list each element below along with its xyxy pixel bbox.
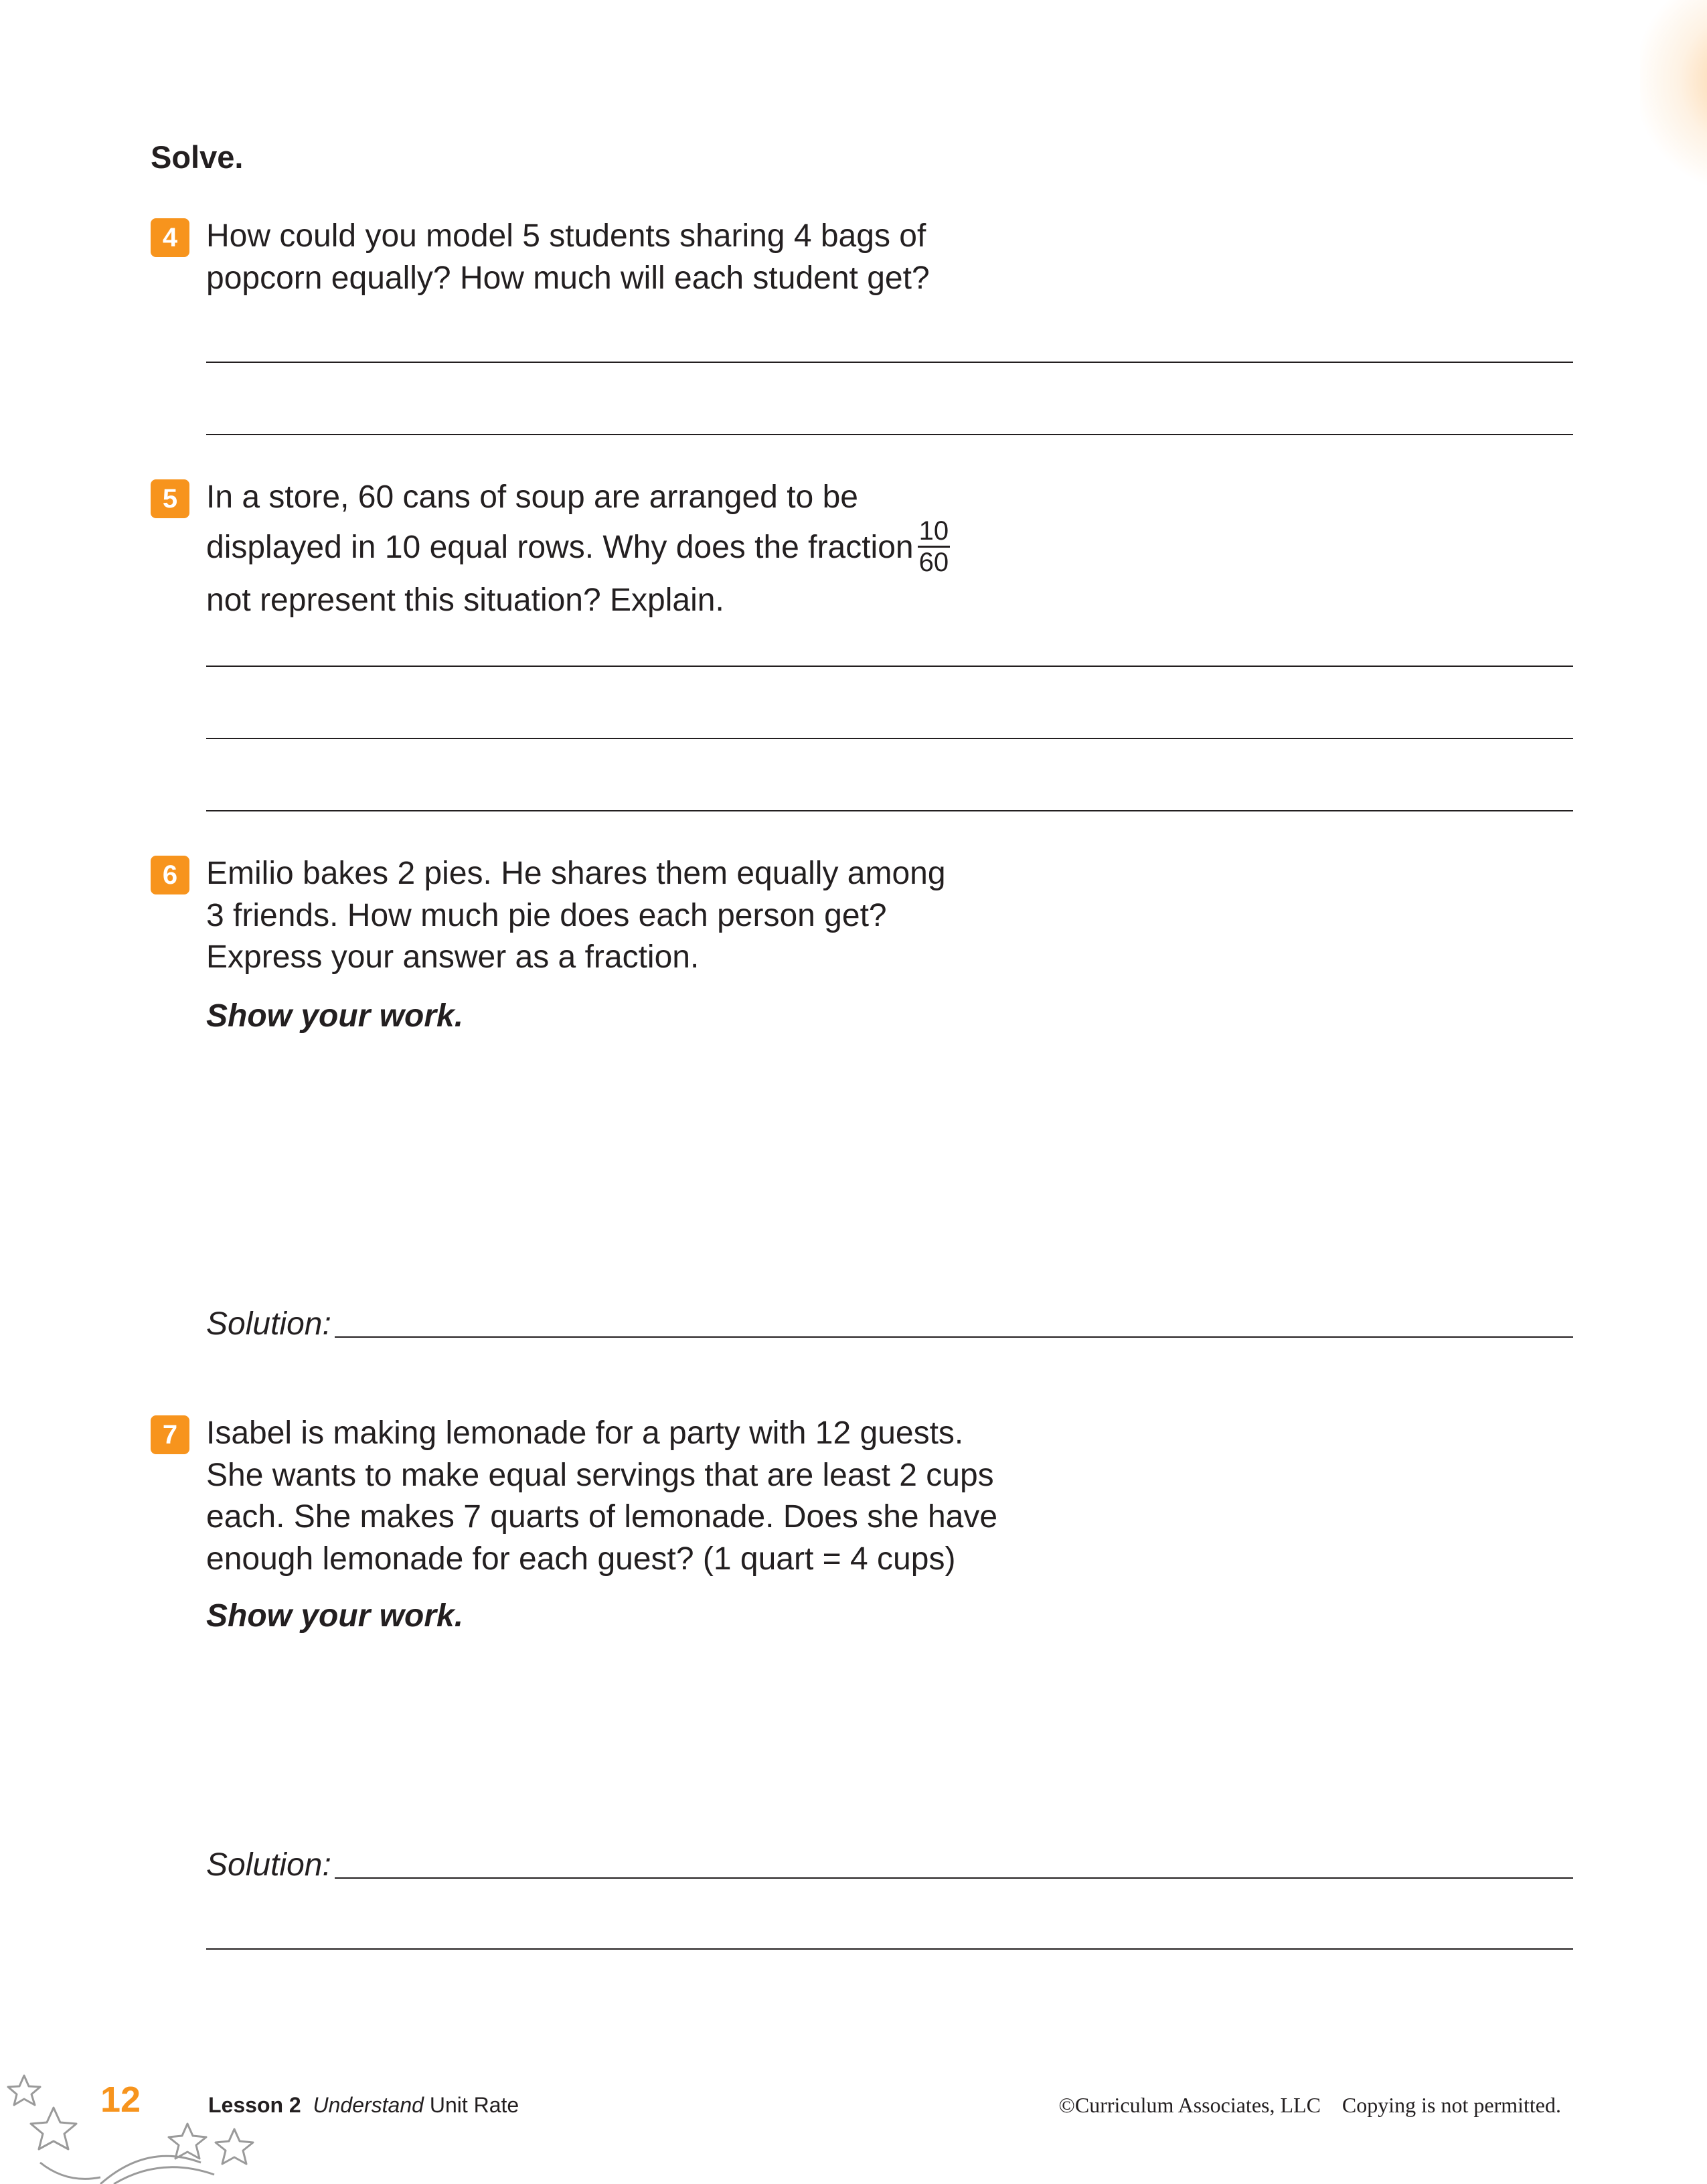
question-line: 3 friends. How much pie does each person get? xyxy=(206,897,887,933)
solution-label: Solution: xyxy=(206,1847,331,1883)
copyright-text: ©Curriculum Associates, LLC xyxy=(1058,2093,1321,2117)
answer-line[interactable] xyxy=(206,434,1573,435)
lesson-topic: Unit Rate xyxy=(429,2093,519,2117)
answer-line[interactable] xyxy=(206,810,1573,811)
question-line: Emilio bakes 2 pies. He shares them equally among xyxy=(206,856,946,891)
solution-line[interactable] xyxy=(335,1877,1573,1879)
question-number-badge: 4 xyxy=(151,218,189,257)
answer-line[interactable] xyxy=(206,362,1573,363)
answer-line[interactable] xyxy=(206,1948,1573,1950)
question-line: She wants to make equal servings that are least 2 cups xyxy=(206,1457,994,1493)
question-line: How could you model 5 students sharing 4 bags of xyxy=(206,218,926,254)
question-6-text xyxy=(206,853,946,979)
question-5-text xyxy=(206,477,950,621)
copyright-notice xyxy=(1059,2092,1561,2118)
fraction xyxy=(918,516,951,577)
question-line: displayed in 10 equal rows. Why does the fraction xyxy=(206,529,914,565)
question-line: Isabel is making lemonade for a party with 12 guests. xyxy=(206,1415,964,1451)
answer-line[interactable] xyxy=(206,666,1573,667)
fraction-numerator: 10 xyxy=(918,516,951,548)
question-7-text xyxy=(206,1413,997,1580)
question-number-badge: 6 xyxy=(151,856,189,894)
page-edge-glow xyxy=(1640,0,1707,187)
question-4-text xyxy=(206,216,930,299)
lesson-topic-italic: Understand xyxy=(313,2093,424,2117)
copy-notice-text: Copying is not permitted. xyxy=(1342,2093,1561,2117)
show-your-work-label: Show your work. xyxy=(206,1598,464,1634)
answer-line[interactable] xyxy=(206,738,1573,739)
section-heading: Solve. xyxy=(151,139,244,175)
question-line: popcorn equally? How much will each student get? xyxy=(206,260,930,296)
page-number: 12 xyxy=(100,2080,141,2120)
lesson-label: Lesson 2 xyxy=(208,2093,301,2117)
fraction-denominator: 60 xyxy=(918,547,949,577)
question-line: Express your answer as a fraction. xyxy=(206,939,700,975)
lesson-title xyxy=(208,2092,519,2118)
question-line: enough lemonade for each guest? (1 quart = 4 cups) xyxy=(206,1541,956,1577)
show-your-work-label: Show your work. xyxy=(206,998,464,1034)
question-number-badge: 5 xyxy=(151,479,189,518)
question-number-badge: 7 xyxy=(151,1415,189,1454)
question-line: each. She makes 7 quarts of lemonade. Does she have xyxy=(206,1499,998,1535)
solution-line[interactable] xyxy=(335,1336,1573,1338)
question-line: not represent this situation? Explain. xyxy=(206,582,724,618)
question-line: In a store, 60 cans of soup are arranged to be xyxy=(206,479,858,515)
solution-label: Solution: xyxy=(206,1306,331,1342)
